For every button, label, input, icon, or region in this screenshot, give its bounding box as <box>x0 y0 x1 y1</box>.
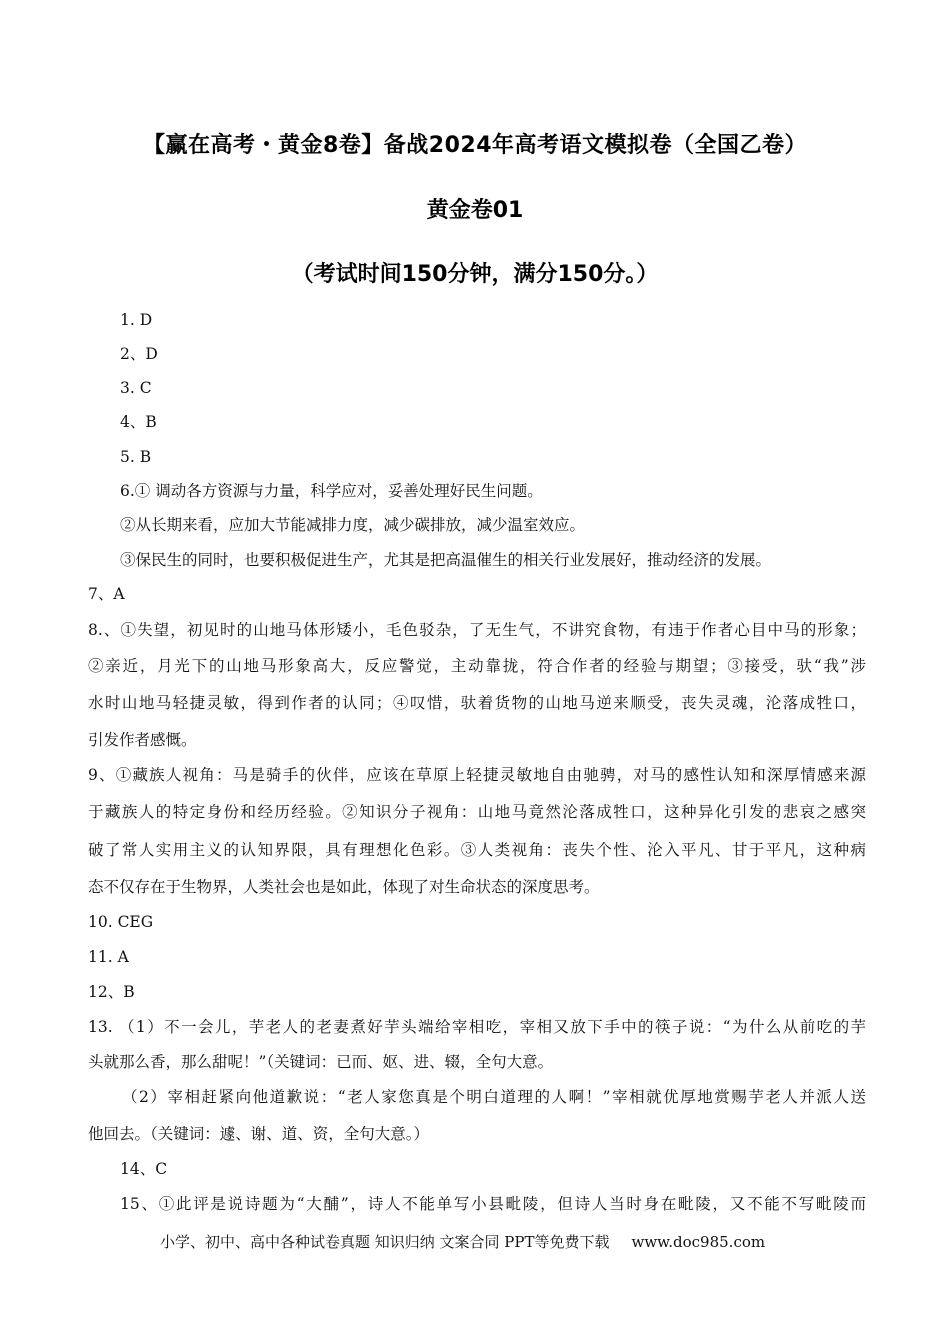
answer-line: 4、B <box>120 413 157 431</box>
exam-title: 【赢在高考・黄金8卷】备战2024年高考语文模拟卷（全国乙卷） <box>142 133 808 158</box>
footer-text: 小学、初中、高中各种试卷真题 知识归纳 文案合同 PPT等免费下载 <box>160 1233 610 1251</box>
answer-line: （2）宰相赶紧向他道歉说：“老人家您真是个明白道理的人啊！”宰相就优厚地赏赐芋老人并派人送 <box>122 1088 866 1106</box>
answer-line: 11. A <box>88 948 129 966</box>
answer-line: 于藏族人的特定身份和经历经验。②知识分子视角：山地马竟然沦落成牲口，这种异化引发的悲哀之感突 <box>88 803 866 821</box>
answer-line: 6.① 调动各方资源与力量，科学应对，妥善处理好民生问题。 <box>120 482 543 500</box>
answer-line: 14、C <box>120 1160 168 1178</box>
answer-line: 引发作者感慨。 <box>88 731 197 749</box>
page-footer <box>160 1231 765 1252</box>
answer-line: 头就那么香，那么甜呢！”（关键词：已而、妪、进、辍，全句大意。 <box>88 1053 554 1071</box>
answer-line: 2、D <box>120 345 158 363</box>
answer-line: 5. B <box>120 448 152 466</box>
answer-line: 9、①藏族人视角：马是骑手的伙伴，应该在草原上轻捷灵敏地自由驰骋，对马的感性认知和深厚情感来源 <box>88 766 866 784</box>
footer-website: www.doc985.com <box>631 1233 766 1251</box>
answer-line: 态不仅存在于生物界，人类社会也是如此，体现了对生命状态的深度思考。 <box>88 878 600 896</box>
answer-line: ②亲近，月光下的山地马形象高大，反应警觉，主动靠拢，符合作者的经验与期望；③接受，驮“我”涉 <box>88 657 866 675</box>
answer-line: 3. C <box>120 379 152 397</box>
answer-line: 15、①此评是说诗题为“大酺”，诗人不能单写小县毗陵，但诗人当时身在毗陵，又不能不写毗陵而 <box>120 1195 866 1213</box>
answer-line: ③保民生的同时，也要积极促进生产，尤其是把高温催生的相关行业发展好，推动经济的发展。 <box>120 551 772 569</box>
answer-line: 7、A <box>88 585 125 603</box>
paper-number: 黄金卷01 <box>426 198 524 223</box>
answer-line: 10. CEG <box>88 913 154 931</box>
answer-line: 破了常人实用主义的认知界限，具有理想化色彩。③人类视角：丧失个性、沦入平凡、甘于平凡，这种病 <box>88 841 866 859</box>
answer-line: 1. D <box>120 311 153 329</box>
answer-line: 13. （1）不一会儿，芋老人的老妻煮好芋头端给宰相吃，宰相又放下手中的筷子说：“为什么从前吃的芋 <box>88 1018 866 1036</box>
answer-line: 水时山地马轻捷灵敏，得到作者的认同；④叹惜，驮着货物的山地马逆来顺受，丧失灵魂，沦落成牲口， <box>88 694 866 712</box>
answer-line: 他回去。（关键词：遽、谢、道、资，全句大意。） <box>88 1125 430 1143</box>
answer-line: ②从长期来看，应加大节能减排力度，减少碳排放，减少温室效应。 <box>120 516 586 534</box>
answer-line: 8.、①失望，初见时的山地马体形矮小，毛色驳杂，了无生气，不讲究食物，有违于作者心目中马的形象； <box>88 621 866 639</box>
answer-line: 12、B <box>88 983 135 1001</box>
exam-note: （考试时间150分钟，满分150分。） <box>291 262 659 287</box>
